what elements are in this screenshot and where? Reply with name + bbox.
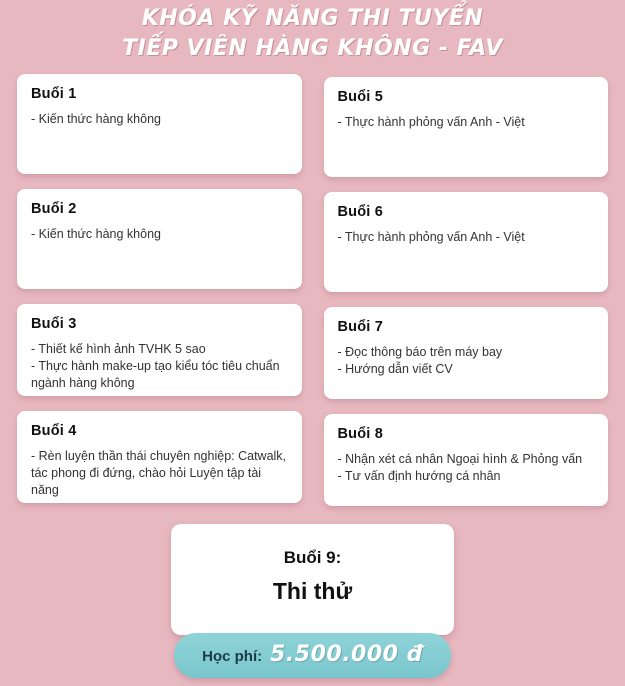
final-session-card <box>171 524 454 635</box>
session-card <box>17 189 302 289</box>
fee-label: Học phí: <box>202 648 263 665</box>
session-line: - Kiến thức hàng không <box>31 227 161 241</box>
session-card <box>17 411 302 503</box>
session-card <box>324 77 609 177</box>
session-line: - Tư vấn định hướng cá nhân <box>337 469 501 483</box>
session-line: - Kiến thức hàng không <box>31 112 161 126</box>
session-line: - Đọc thông báo trên máy bay <box>337 345 503 359</box>
header-title-line2: TIẾP VIÊN HÀNG KHÔNG - FAV <box>122 36 503 61</box>
session-card <box>324 192 609 292</box>
final-session-subtitle: Thi thử <box>272 578 353 604</box>
session-title: Buổi 7 <box>337 319 384 335</box>
session-line: - Rèn luyện thần thái chuyên nghiệp: Catwalk, tác phong đi đứng, chào hỏi Luyện tập tài năng <box>31 449 287 497</box>
final-session-title: Buổi 9: <box>283 548 342 567</box>
session-card <box>324 414 609 506</box>
session-line: - Thực hành phỏng vấn Anh - Việt <box>337 115 525 129</box>
fee-badge <box>174 633 451 678</box>
session-title: Buổi 1 <box>31 86 77 102</box>
session-grid <box>0 74 625 521</box>
session-title: Buổi 3 <box>31 316 77 332</box>
session-title: Buổi 6 <box>337 204 384 220</box>
header-title-line1: KHÓA KỸ NĂNG THI TUYỂN <box>141 6 484 31</box>
session-line: - Thực hành make-up tạo kiểu tóc tiêu chuẩn ngành hàng không <box>31 359 280 390</box>
session-line: - Thiết kế hình ảnh TVHK 5 sao <box>31 342 206 356</box>
fee-area <box>0 633 625 678</box>
poster-header <box>0 0 625 64</box>
session-card <box>17 304 302 396</box>
session-column-right <box>324 74 609 521</box>
session-line: - Hướng dẫn viết CV <box>337 362 453 376</box>
session-column-left <box>17 74 302 521</box>
session-card <box>17 74 302 174</box>
session-line: - Thực hành phỏng vấn Anh - Việt <box>337 230 525 244</box>
session-card <box>324 307 609 399</box>
session-title: Buổi 2 <box>31 201 77 217</box>
session-title: Buổi 4 <box>31 423 77 439</box>
session-title: Buổi 8 <box>337 426 384 442</box>
fee-value: 5.500.000 đ <box>270 642 423 667</box>
session-title: Buổi 5 <box>337 89 384 105</box>
session-line: - Nhận xét cá nhân Ngoại hình & Phỏng vấn <box>337 452 583 466</box>
